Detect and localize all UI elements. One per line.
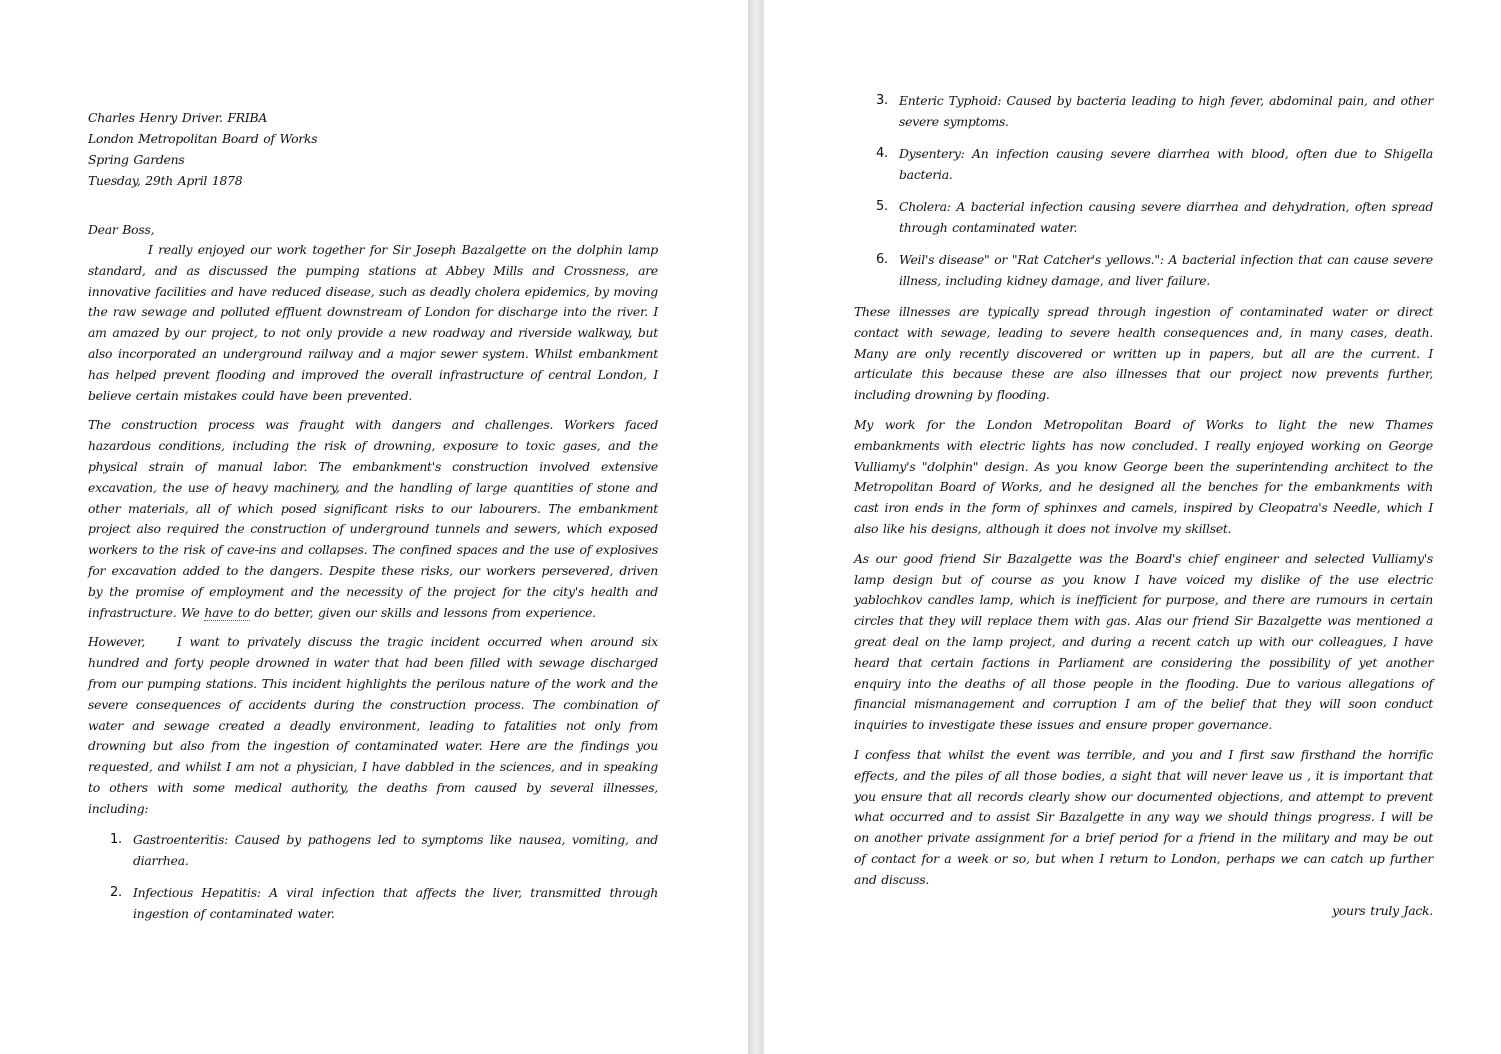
list-item (854, 249, 1433, 291)
list-number: 3. (876, 93, 888, 108)
grammar-flagged-text[interactable]: have to (204, 604, 250, 620)
paragraph-text: do better, given our skills and lessons from experience. (249, 604, 596, 620)
list-item-text: Enteric Typhoid: Caused by bacteria leading to high fever, abdominal pain, and other severe symptoms. (899, 93, 1433, 129)
body-paragraph (88, 632, 658, 819)
body-paragraph: These illnesses are typically spread through ingestion of contaminated water or direct contact with sewage, leading to severe health consequences and, in many cases, death. Many are only recently discovered or written up in papers, but all are the current. I articulate this because these are also illnesses that our project now prevents further, including drowning by flooding. (854, 304, 1433, 403)
body-paragraph: I confess that whilst the event was terrible, and you and I first saw firsthand the horrific effects, and the piles of all those bodies, a sight that will never leave us , it is important that you ensure that all records clearly show our documented objections, and attempt to prevent what occurred and to assist Sir Bazalgette in any way we should things progress. I will be on another private assignment for a brief period for a friend in the military and may be out of contact for a week or so, but when I return to London, perhaps we can catch up further and discuss. (854, 746, 1433, 887)
paragraph-text: I want to privately discuss the tragic incident occurred when around six hundred and forty people drowned in water that had been filled with sewage discharged from our pumping stations. This incident highlights the perilous nature of the work and the severe consequences of accidents during the construction process. The combination of water and sewage created a deadly environment, leading to fatalities not only from drowning but also from the ingestion of contaminated water. Here are the findings you requested, and whilst I am not a physician, I have dabbled in the sciences, and in speaking to others with some medical authority, the deaths from caused by several illnesses, including: (88, 634, 658, 816)
body-paragraph (88, 415, 658, 623)
list-number: 1. (110, 831, 122, 847)
salutation: Dear Boss, (88, 222, 155, 237)
body-paragraph: My work for the London Metropolitan Board of Works to light the new Thames embankments with electric lights has now concluded. I really enjoyed working on George Vulliamy's "dolphin" design. As you know George been the superintending architect to the Metropolitan Board of Works, and he designed all the benches for the embankments with cast iron ends in the form of sphinxes and camels, inspired by Cleopatra's Needle, which I also like his designs, although it does not involve my skillset. (854, 416, 1433, 536)
list-number: 2. (110, 884, 122, 900)
paragraph-text: The construction process was fraught with dangers and challenges. Workers faced hazardous conditions, including the risk of drowning, exposure to toxic gases, and the physical strain of manual labor. The embankment's construction involved extensive excavation, the use of heavy machinery, and the handling of large quantities of stone and other materials, all of which posed significant risks to our labourers. The embankment project also required the construction of underground tunnels and sewers, which exposed workers to the risk of cave-ins and collapses. The confined spaces and the use of explosives for excavation added to the dangers. Despite these risks, our workers persevered, driven by the promise of employment and the necessity of the project for the city's health and infrastructure. We (88, 417, 658, 620)
list-item (88, 829, 658, 871)
sender-address (88, 107, 658, 191)
paragraph-text: I really enjoyed our work together for Sir Joseph Bazalgette on the dolphin lamp standard, and as discussed the pumping stations at Abbey Mills and Crossness, are innovative facilities and have reduced disease, such as deadly cholera epidemics, by moving the raw sewage and polluted effluent downstream of London for discharge into the river. I am amazed by our project, to not only provide a new roadway and riverside walkway, but also incorporated an underground railway and a major sewer system. Whilst embankment has helped prevent flooding and improved the overall infrastructure of central London, I believe certain mistakes could have been prevented. (88, 242, 658, 403)
list-item (854, 143, 1433, 185)
list-item (854, 90, 1433, 132)
address-line: Charles Henry Driver. FRIBA (88, 110, 268, 125)
list-item-text: Cholera: A bacterial infection causing severe diarrhea and dehydration, often spread through contaminated water. (899, 199, 1433, 235)
list-item-text: Dysentery: An infection causing severe diarrhea with blood, often due to Shigella bacteria. (899, 146, 1433, 182)
list-item (854, 196, 1433, 238)
list-item-text: Gastroenteritis: Caused by pathogens led to symptoms like nausea, vomiting, and diarrhea. (133, 831, 658, 868)
list-item (88, 882, 658, 924)
address-line: Tuesday, 29th April 1878 (88, 173, 243, 188)
illness-list-continued (854, 90, 1433, 291)
list-item-text: Infectious Hepatitis: A viral infection that affects the liver, transmitted through ingestion of contaminated water. (133, 884, 658, 921)
list-item-text: Weil's disease" or "Rat Catcher's yellows.": A bacterial infection that can cause severe illness, including kidney damage, and liver failure. (899, 252, 1433, 288)
list-number: 6. (876, 252, 888, 267)
page-1 (0, 0, 748, 1054)
address-line: Spring Gardens (88, 152, 185, 167)
page-2 (764, 0, 1501, 1054)
illness-list (88, 829, 658, 924)
signoff: yours truly Jack. (1332, 902, 1433, 918)
list-number: 5. (876, 199, 888, 214)
list-number: 4. (876, 146, 888, 161)
body-paragraph (88, 240, 658, 406)
address-line: London Metropolitan Board of Works (88, 131, 318, 146)
body-paragraph: As our good friend Sir Bazalgette was the Board's chief engineer and selected Vulliamy's lamp design but of course as you know I have voiced my dislike of the use electric yablochkov candles lamp, which is inefficient for purpose, and there are rumours in certain circles that they will replace them with gas. Alas our friend Sir Bazalgette was mentioned a great deal on the lamp project, and during a recent catch up with our colleagues, I have heard that certain factions in Parliament are considering the possibility of yet another enquiry into the deaths of all those people in the flooding. Due to various allegations of financial mismanagement and corruption I am of the belief that they will soon conduct inquiries to investigate these issues and ensure proper governance. (854, 550, 1433, 733)
paragraph-lead: However, (88, 634, 146, 650)
page-gutter (748, 0, 764, 1054)
